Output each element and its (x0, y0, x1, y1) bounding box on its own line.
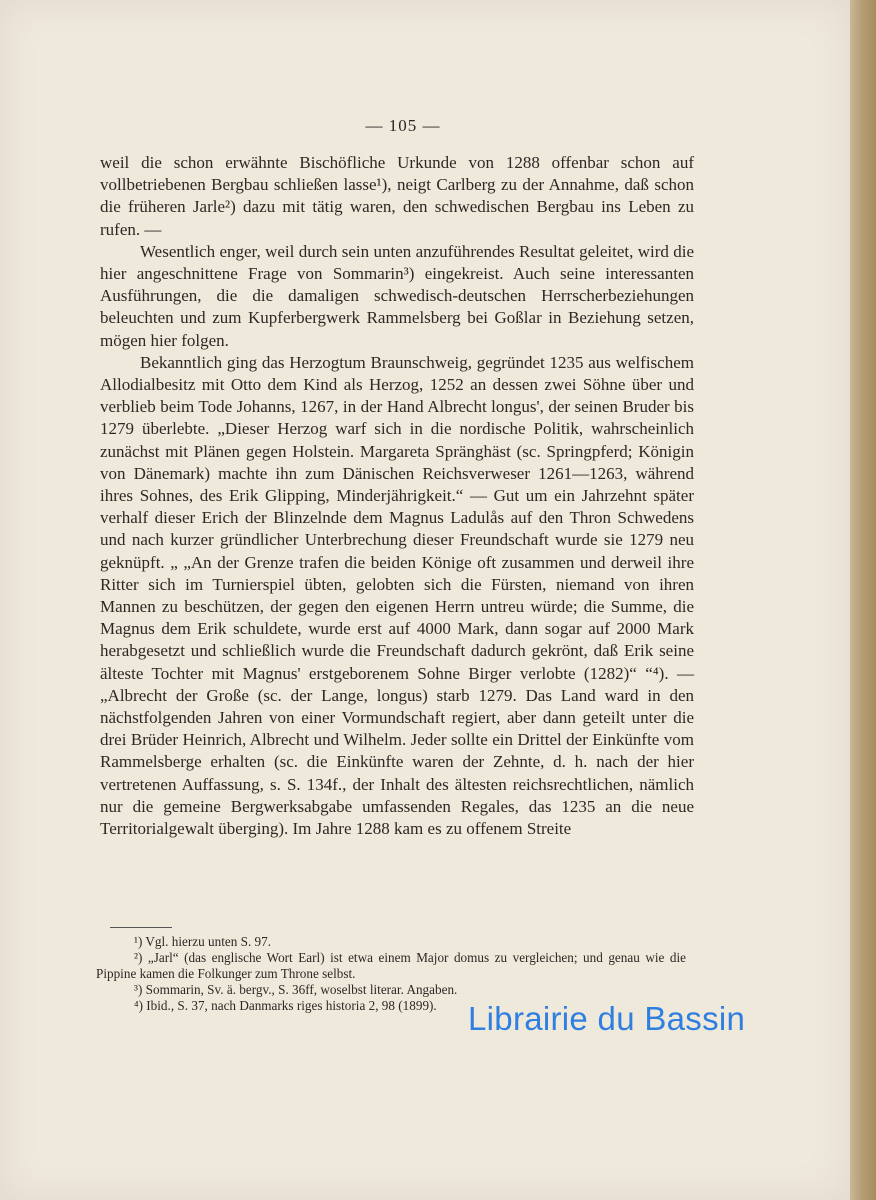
footnote-3: ³) Sommarin, Sv. ä. bergv., S. 36ff, woselbst literar. Angaben. (134, 982, 458, 997)
book-page-edge (850, 0, 876, 1200)
watermark-text: Librairie du Bassin (468, 1000, 746, 1037)
body-text (100, 152, 694, 840)
footnote-1: ¹) Vgl. hierzu unten S. 97. (134, 934, 272, 949)
footnote-4: ⁴) Ibid., S. 37, nach Danmarks riges historia 2, 98 (1899). (134, 998, 437, 1013)
page-number: — 105 — (365, 116, 441, 135)
paragraph-1: weil die schon erwähnte Bischöfliche Urkunde von 1288 offenbar schon auf vollbetriebenen Bergbau schließen lasse¹), neigt Carlberg zu der Annahme, daß schon die früheren Jarle²) dazu mit tätig waren, den schwedischen Bergbau ins Leben zu rufen. — (100, 153, 694, 239)
paragraph-2: Wesentlich enger, weil durch sein unten anzuführendes Resultat geleitet, wird die hier angeschnittene Frage von Sommarin³) eingekreist. Auch seine interessanten Ausführungen, die die damaligen schwedisch-deutschen Herrscherbeziehungen beleuchten und zum Kupferbergwerk Rammelsberg bei Goßlar in Beziehung setzen, mögen hier folgen. (100, 241, 694, 350)
footnote-2: ²) „Jarl“ (das englische Wort Earl) ist etwa einem Major domus zu vergleichen; und genau wie die Pippine kamen die Folkunger zum Throne selbst. (96, 950, 686, 981)
footnote-divider (110, 927, 172, 928)
paragraph-3: Bekanntlich ging das Herzogtum Braunschweig, gegründet 1235 aus welfischem Allodialbesitz mit Otto dem Kind als Herzog, 1252 an dessen zwei Söhne über und verblieb beim Tode Johanns, 1267, in der Hand Albrecht longus', der seinen Bruder bis 1279 überlebte. „Dieser Herzog warf sich in die nordische Politik, wahrscheinlich zunächst mit Plänen gegen Holstein. Margareta Spränghäst (sc. Springpferd; Königin von Dänemark) machte ihn zum Dänischen Reichsverweser 1261—1263, während ihres Sohnes, des Erik Glipping, Minderjährigkeit.“ — Gut um ein Jahrzehnt später verhalf dieser Erich der Blinzelnde dem Magnus Ladulås auf den Thron Schwedens und nach kurzer gründlicher Unterbrechung dieser Freundschaft wurde sie 1279 neu geknüpft. „ „An der Grenze trafen die beiden Könige oft zusammen und derweil ihre Ritter sich im Turnierspiel übten, gelobten sich die Fürsten, niemand von ihren Mannen zu beschützen, der gegen den eigenen Herrn untreu würde; die Summe, die Magnus dem Erik schuldete, wurde erst auf 4000 Mark, dann sogar auf 2000 Mark herabgesetzt und schließlich wurde die Freundschaft dadurch gekrönt, daß Erik seine älteste Tochter mit Magnus' erstgeborenem Sohne Birger verlobte (1282)“ “⁴). — „Albrecht der Große (sc. der Lange, longus) starb 1279. Das Land ward in den nächstfolgenden Jahren von einer Vormundschaft regiert, aber dann geteilt unter die drei Brüder Heinrich, Albrecht und Wilhelm. Jeder sollte ein Drittel der Einkünfte vom Rammelsberge erhalten (sc. die Einkünfte waren der Zehnte, d. h. nach der hier vertretenen Auffassung, s. S. 134f., der Inhalt des ältesten reichsrechtlichen, nämlich nur die gemeine Bergwerksabgabe umfassenden Regales, das 1235 an die neue Territorialgewalt überging). Im Jahre 1288 kam es zu offenem Streite (100, 352, 694, 839)
